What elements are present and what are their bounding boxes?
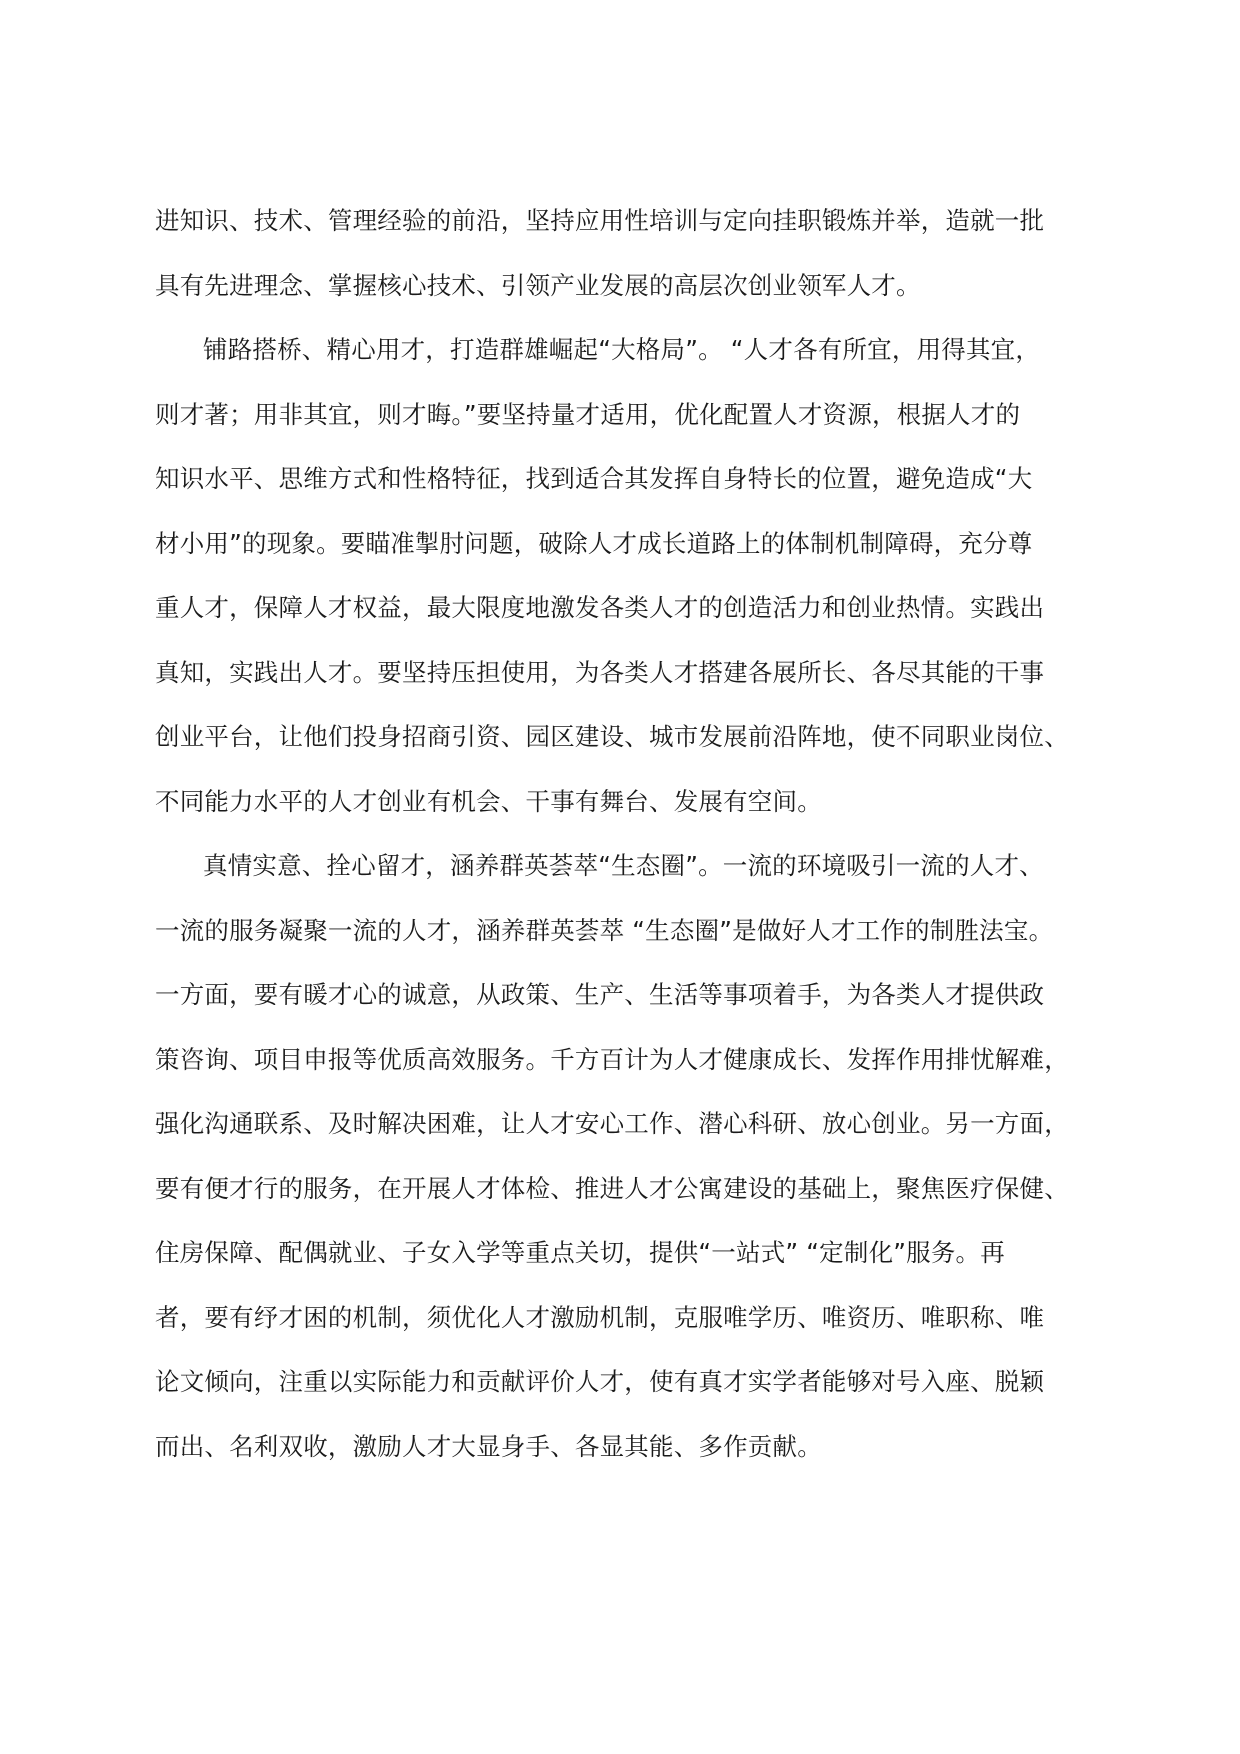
text-line: 重人才，保障人才权益，最大限度地激发各类人才的创造活力和创业热情。实践出 xyxy=(155,593,1045,622)
text-line: 具有先进理念、掌握核心技术、引领产业发展的高层次创业领军人才。 xyxy=(155,270,921,300)
text-line: 者，要有纾才困的机制，须优化人才激励机制，克服唯学历、唯资历、唯职称、唯 xyxy=(155,1302,1045,1332)
text-line: 不同能力水平的人才创业有机会、干事有舞台、发展有空间。 xyxy=(155,786,822,816)
text-line: 要有便才行的服务，在开展人才体检、推进人才公寓建设的基础上，聚焦医疗保健、 xyxy=(155,1173,1069,1203)
paragraph-3 xyxy=(155,834,1085,1479)
document-body xyxy=(155,189,1085,1479)
text-line: 知识水平、思维方式和性格特征，找到适合其发挥自身特长的位置，避免造成“大 xyxy=(155,464,1033,493)
text-line: 真知，实践出人才。要坚持压担使用，为各类人才搭建各展所长、各尽其能的干事 xyxy=(155,657,1045,687)
text-line: 进知识、技术、管理经验的前沿，坚持应用性培训与定向挂职锻炼并举，造就一批 xyxy=(155,206,1045,235)
text-line: 强化沟通联系、及时解决困难，让人才安心工作、潜心科研、放心创业。另一方面， xyxy=(155,1109,1069,1138)
paragraph-2 xyxy=(155,318,1085,834)
text-line: 一方面，要有暖才心的诚意，从政策、生产、生活等事项着手，为各类人才提供政 xyxy=(155,980,1045,1009)
text-line: 真情实意、拴心留才，涵养群英荟萃“生态圈”。一流的环境吸引一流的人才、 xyxy=(203,851,1044,880)
text-line: 则才著；用非其宜，则才晦。”要坚持量才适用，优化配置人才资源，根据人才的 xyxy=(155,399,1021,429)
text-line: 创业平台，让他们投身招商引资、园区建设、城市发展前沿阵地，使不同职业岗位、 xyxy=(155,722,1069,751)
text-line: 而出、名利双收，激励人才大显身手、各显其能、多作贡献。 xyxy=(155,1431,822,1461)
paragraph-1 xyxy=(155,189,1085,318)
text-line: 策咨询、项目申报等优质高效服务。千方百计为人才健康成长、发挥作用排忧解难， xyxy=(155,1044,1069,1074)
text-line: 一流的服务凝聚一流的人才，涵养群英荟萃 “生态圈”是做好人才工作的制胜法宝。 xyxy=(155,915,1054,945)
text-line: 论文倾向，注重以实际能力和贡献评价人才，使有真才实学者能够对号入座、脱颖 xyxy=(155,1367,1045,1396)
text-line: 住房保障、配偶就业、子女入学等重点关切，提供“一站式” “定制化”服务。再 xyxy=(155,1238,1005,1267)
text-line: 铺路搭桥、精心用才，打造群雄崛起“大格局”。 “人才各有所宜，用得其宜， xyxy=(203,335,1041,364)
text-line: 材小用”的现象。要瞄准掣肘问题，破除人才成长道路上的体制机制障碍，充分尊 xyxy=(155,528,1033,558)
